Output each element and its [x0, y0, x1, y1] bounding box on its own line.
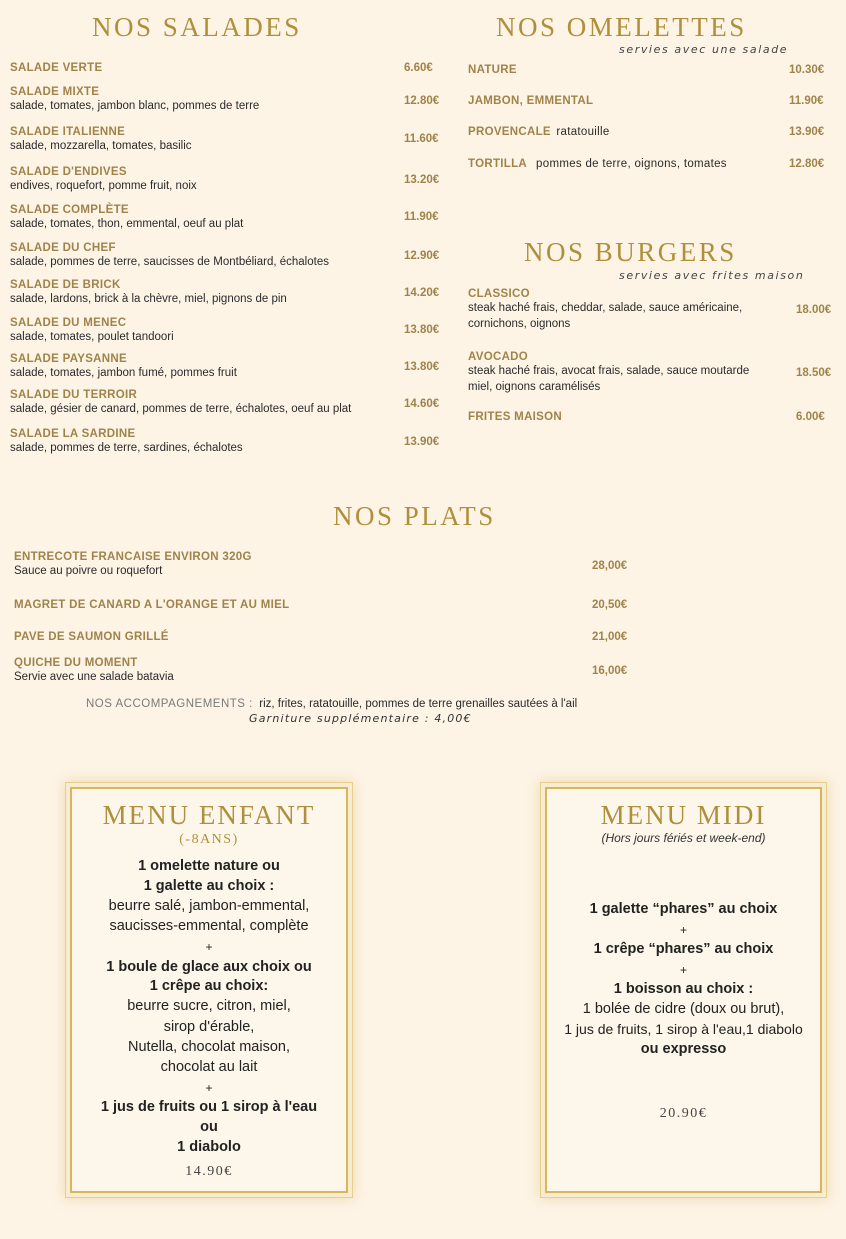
menu-enfant-box: [70, 787, 348, 1193]
menu-enfant-title: MENU ENFANT: [102, 800, 316, 830]
accompaniments-text: riz, frites, ratatouille, pommes de terre grenailles sautées à l'ail: [259, 698, 578, 710]
menu-line: beurre salé, jambon-emmental,: [108, 898, 310, 914]
menu-enfant-price: 14.90€: [185, 1164, 233, 1179]
item-name: NATURE: [468, 64, 517, 76]
menu-line: sirop d'érable,: [163, 1019, 255, 1035]
menu-midi-box: [545, 787, 822, 1193]
item-price: 18.00€: [796, 304, 832, 316]
accompaniments-note: [86, 698, 577, 710]
menu-item: [10, 62, 102, 74]
item-price: 12.90€: [404, 250, 440, 262]
menu-item: [10, 353, 237, 381]
item-name: SALADE LA SARDINE: [10, 428, 136, 440]
menu-line: 1 jus de fruits ou 1 sirop à l'eau: [100, 1099, 318, 1115]
plus-sign: +: [205, 940, 213, 954]
menu-line: ou expresso: [640, 1041, 727, 1057]
item-price: 13.80€: [404, 324, 440, 336]
menu-line: 1 galette “phares” au choix: [589, 901, 778, 917]
item-name: JAMBON, EMMENTAL: [468, 95, 594, 107]
menu-item: [10, 242, 329, 270]
item-name: SALADE DU MENEC: [10, 317, 127, 329]
menu-item: [468, 411, 562, 423]
menu-line: 1 crêpe au choix:: [149, 978, 269, 994]
menu-line: 1 diabolo: [177, 1139, 241, 1155]
item-price: 16,00€: [592, 665, 628, 677]
item-description: cornichons, oignons: [468, 318, 571, 330]
item-description: salade, gésier de canard, pommes de terre, échalotes, oeuf au plat: [10, 403, 352, 415]
menu-item: [468, 126, 610, 138]
item-price: 28,00€: [592, 560, 628, 572]
item-description: endives, roquefort, pomme fruit, noix: [10, 180, 197, 192]
menu-line: 1 crêpe “phares” au choix: [593, 941, 774, 957]
menu-item: [10, 317, 174, 345]
item-price: 13.90€: [789, 126, 825, 138]
item-description: salade, tomates, jambon fumé, pommes fruit: [10, 367, 237, 379]
menu-item: [10, 389, 351, 417]
menu-item: [10, 126, 192, 154]
item-name: SALADE MIXTE: [10, 86, 100, 98]
item-name: PAVE DE SAUMON GRILLÉ: [14, 631, 169, 643]
menu-line: saucisses-emmental, complète: [109, 918, 309, 934]
salades-title: NOS SALADES: [92, 12, 302, 42]
menu-enfant-subtitle: (-8ANS): [179, 832, 239, 847]
item-description: steak haché frais, cheddar, salade, sauce américaine,: [468, 302, 743, 314]
menu-item: [10, 86, 259, 114]
item-name: SALADE DE BRICK: [10, 279, 121, 291]
item-price: 18.50€: [796, 367, 832, 379]
omelettes-title: NOS OMELETTES: [496, 12, 747, 42]
item-price: 11.90€: [404, 211, 439, 223]
item-name: PROVENCALE: [468, 126, 551, 138]
item-price: 10.30€: [789, 64, 825, 76]
plus-sign: +: [679, 963, 687, 977]
menu-item: [14, 551, 252, 579]
item-description: miel, oignons caramélisés: [468, 381, 601, 393]
item-description: Servie avec une salade batavia: [14, 671, 174, 683]
item-name: AVOCADO: [468, 351, 529, 363]
item-description: salade, pommes de terre, saucisses de Montbéliard, échalotes: [10, 256, 329, 268]
item-price: 11.60€: [404, 133, 439, 145]
menu-line: chocolat au lait: [160, 1059, 258, 1075]
item-price: 13.90€: [404, 436, 440, 448]
menu-line: 1 galette au choix :: [143, 878, 275, 894]
item-price: 6.60€: [404, 62, 433, 74]
item-name: ENTRECOTE FRANCAISE ENVIRON 320G: [14, 551, 252, 563]
item-description: pommes de terre, oignons, tomates: [536, 158, 727, 170]
item-name: SALADE PAYSANNE: [10, 353, 127, 365]
menu-line: Nutella, chocolat maison,: [128, 1039, 290, 1055]
item-name: SALADE DU TERROIR: [10, 389, 138, 401]
item-name: CLASSICO: [468, 288, 530, 300]
item-description: salade, tomates, poulet tandoori: [10, 331, 174, 343]
item-price: 13.80€: [404, 361, 440, 373]
menu-item: [10, 428, 243, 456]
item-price: 14.60€: [404, 398, 440, 410]
item-price: 13.20€: [404, 174, 440, 186]
item-name: SALADE COMPLÈTE: [10, 204, 129, 216]
item-description: salade, mozzarella, tomates, basilic: [10, 140, 192, 152]
item-price: 6.00€: [796, 411, 825, 423]
menu-item: [468, 95, 593, 107]
item-price: 12.80€: [789, 158, 825, 170]
item-price: 12.80€: [404, 95, 440, 107]
garniture-note: Garniture supplémentaire : 4,00€: [249, 712, 472, 725]
menu-item: [468, 288, 742, 332]
menu-line: 1 boisson au choix :: [613, 981, 754, 997]
menu-item: [468, 351, 749, 395]
menu-item: [10, 279, 287, 307]
menu-item: [14, 657, 174, 685]
menu-midi-price: 20.90€: [659, 1106, 708, 1121]
item-price: 21,00€: [592, 631, 628, 643]
plus-sign: +: [205, 1081, 213, 1095]
item-description: salade, pommes de terre, sardines, échalotes: [10, 442, 243, 454]
menu-item: [14, 631, 169, 643]
item-description: salade, tomates, jambon blanc, pommes de terre: [10, 100, 260, 112]
menu-item: [10, 204, 243, 232]
menu-line: 1 omelette nature ou: [138, 858, 280, 874]
plats-title: NOS PLATS: [333, 501, 496, 531]
menu-line: 1 jus de fruits, 1 sirop à l'eau,1 diabolo: [564, 1021, 803, 1037]
omelettes-subtitle: servies avec une salade: [619, 43, 789, 56]
item-name: FRITES MAISON: [468, 411, 562, 423]
item-price: 14.20€: [404, 287, 440, 299]
item-name: SALADE ITALIENNE: [10, 126, 126, 138]
menu-line: beurre sucre, citron, miel,: [127, 998, 291, 1014]
item-name: QUICHE DU MOMENT: [14, 657, 138, 669]
item-price: 20,50€: [592, 599, 628, 611]
item-description: ratatouille: [556, 126, 610, 138]
menu-item: [14, 599, 289, 611]
item-description: salade, tomates, thon, emmental, oeuf au plat: [10, 218, 244, 230]
burgers-subtitle: servies avec frites maison: [619, 269, 805, 282]
menu-item: [10, 166, 197, 194]
item-name: MAGRET DE CANARD A L'ORANGE ET AU MIEL: [14, 599, 290, 611]
burgers-title: NOS BURGERS: [524, 237, 737, 267]
menu-line: 1 boule de glace aux choix ou: [106, 959, 312, 975]
menu-line: 1 bolée de cidre (doux ou brut),: [582, 1001, 785, 1017]
item-description: salade, lardons, brick à la chèvre, miel, pignons de pin: [10, 293, 287, 305]
item-name: SALADE VERTE: [10, 62, 103, 74]
item-price: 11.90€: [789, 95, 824, 107]
menu-midi-title: MENU MIDI: [600, 800, 767, 830]
item-name: TORTILLA: [468, 158, 528, 170]
accompaniments-label: NOS ACCOMPAGNEMENTS :: [86, 698, 253, 710]
item-description: Sauce au poivre ou roquefort: [14, 565, 163, 577]
menu-item: [468, 158, 727, 170]
menu-item: [468, 64, 517, 76]
item-name: SALADE D'ENDIVES: [10, 166, 127, 178]
plus-sign: +: [679, 923, 687, 937]
item-name: SALADE DU CHEF: [10, 242, 116, 254]
item-description: steak haché frais, avocat frais, salade, sauce moutarde: [468, 365, 750, 377]
menu-line: ou: [200, 1119, 218, 1135]
menu-midi-subtitle: (Hors jours fériés et week-end): [601, 831, 766, 845]
